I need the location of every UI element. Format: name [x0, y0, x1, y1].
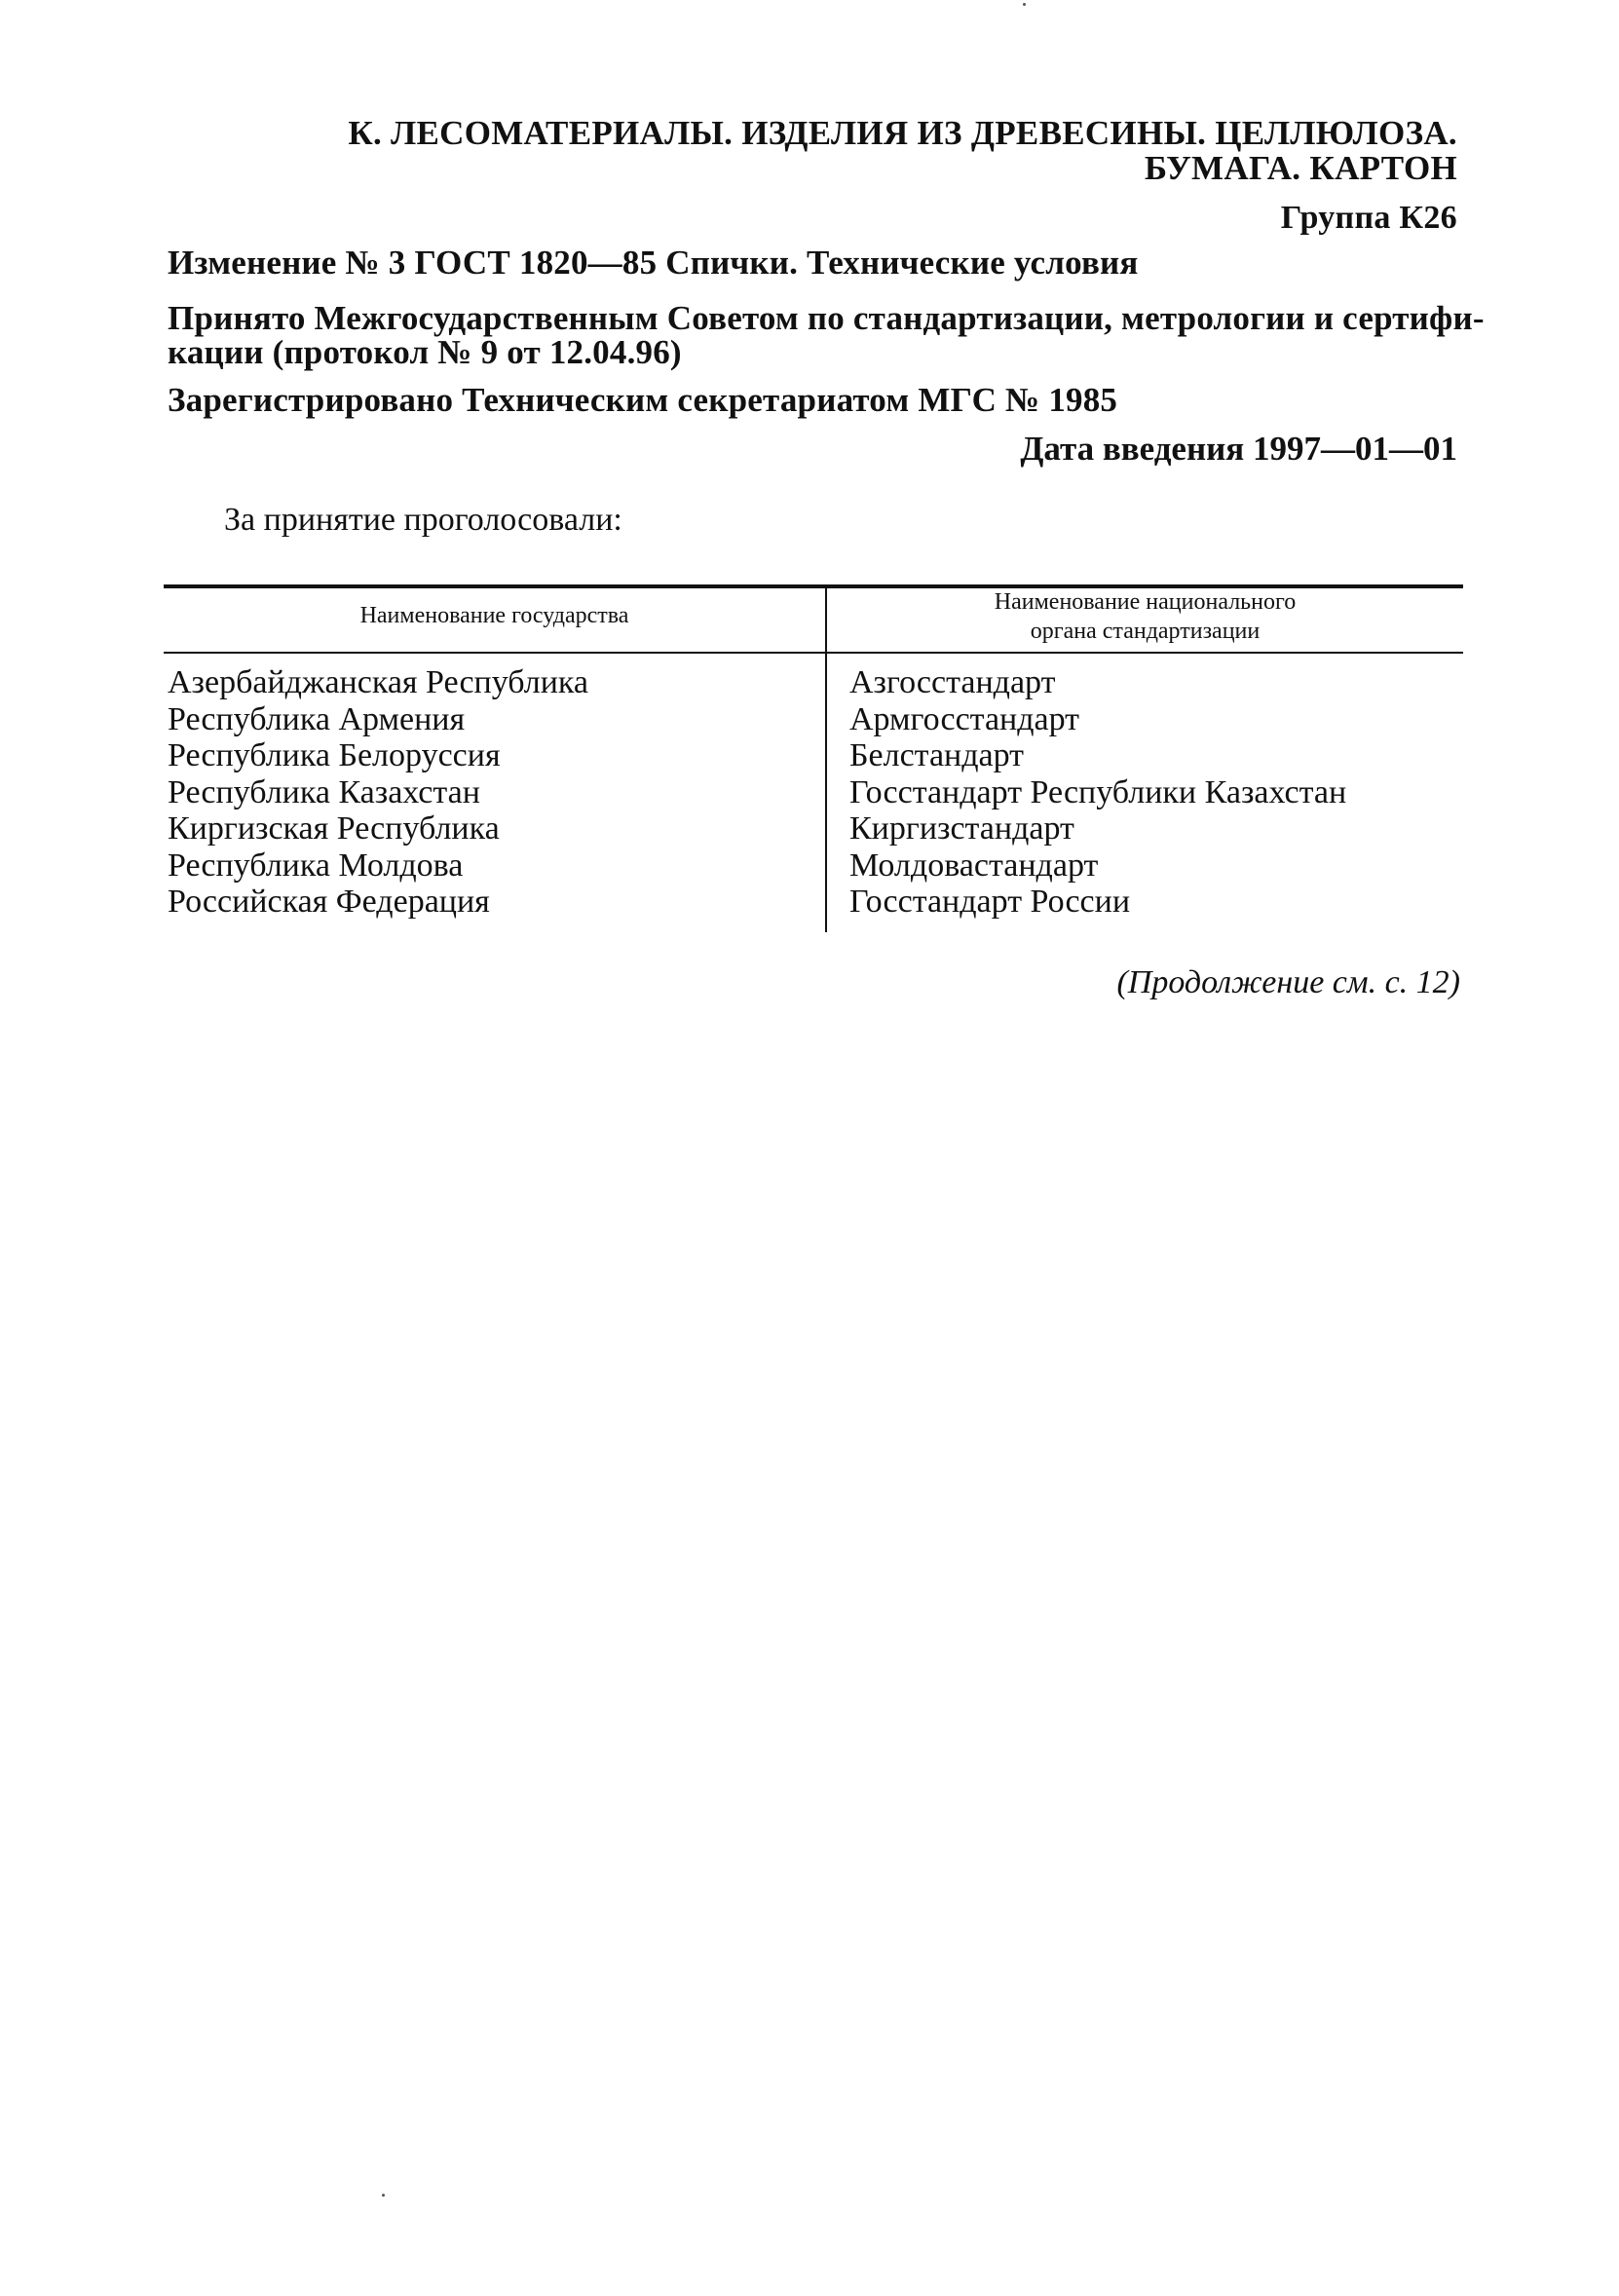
- standards-body-cell: Киргизстандарт: [849, 810, 1074, 847]
- standards-bodies-column: [849, 664, 1346, 921]
- column-header-standards-body-line1: Наименование национального: [994, 589, 1297, 615]
- standards-body-cell: Белстандарт: [849, 737, 1025, 773]
- registration-line: Зарегистрировано Техническим секретариатом МГС № 1985: [168, 381, 1118, 419]
- standards-body-cell: Армгосстандарт: [849, 700, 1080, 737]
- category-heading-line2: БУМАГА. КАРТОН: [1144, 149, 1457, 187]
- state-cell: Республика Молдова: [168, 847, 464, 884]
- adopted-by-line1: Принято Межгосударственным Советом по стандартизации, метрологии и сертифи-: [168, 299, 1485, 337]
- voted-intro: За принятие проголосовали:: [224, 502, 622, 538]
- state-cell: Республика Белоруссия: [168, 737, 501, 773]
- standards-body-cell: Госстандарт России: [849, 884, 1131, 920]
- states-column: [168, 664, 588, 921]
- effective-date: Дата введения 1997—01—01: [1020, 430, 1457, 468]
- change-title: Изменение № 3 ГОСТ 1820—85 Спички. Технические условия: [168, 244, 1139, 282]
- state-cell: Российская Федерация: [168, 884, 490, 920]
- standards-body-cell: Азгосстандарт: [849, 664, 1056, 700]
- column-header-state: Наименование государства: [359, 603, 629, 628]
- state-cell: Киргизская Республика: [168, 810, 500, 847]
- scan-speck: [382, 2194, 385, 2197]
- adopted-by-line2: кации (протокол № 9 от 12.04.96): [168, 333, 682, 371]
- continued-note: (Продолжение см. с. 12): [1116, 964, 1460, 1000]
- group-code: Группа К26: [1280, 200, 1457, 236]
- column-header-standards-body: [827, 587, 1463, 646]
- scan-speck: [1023, 3, 1026, 6]
- standards-body-cell: Молдовастандарт: [849, 847, 1099, 884]
- standards-body-cell: Госстандарт Республики Казахстан: [849, 773, 1347, 810]
- state-cell: Республика Казахстан: [168, 773, 480, 810]
- state-cell: Азербайджанская Республика: [168, 664, 589, 700]
- state-cell: Республика Армения: [168, 700, 466, 737]
- table-header-rule: [164, 652, 1463, 654]
- column-header-standards-body-line2: органа стандартизации: [1030, 619, 1261, 644]
- category-heading-line1: К. ЛЕСОМАТЕРИАЛЫ. ИЗДЕЛИЯ ИЗ ДРЕВЕСИНЫ. ЦЕЛЛЮЛОЗА.: [348, 114, 1457, 152]
